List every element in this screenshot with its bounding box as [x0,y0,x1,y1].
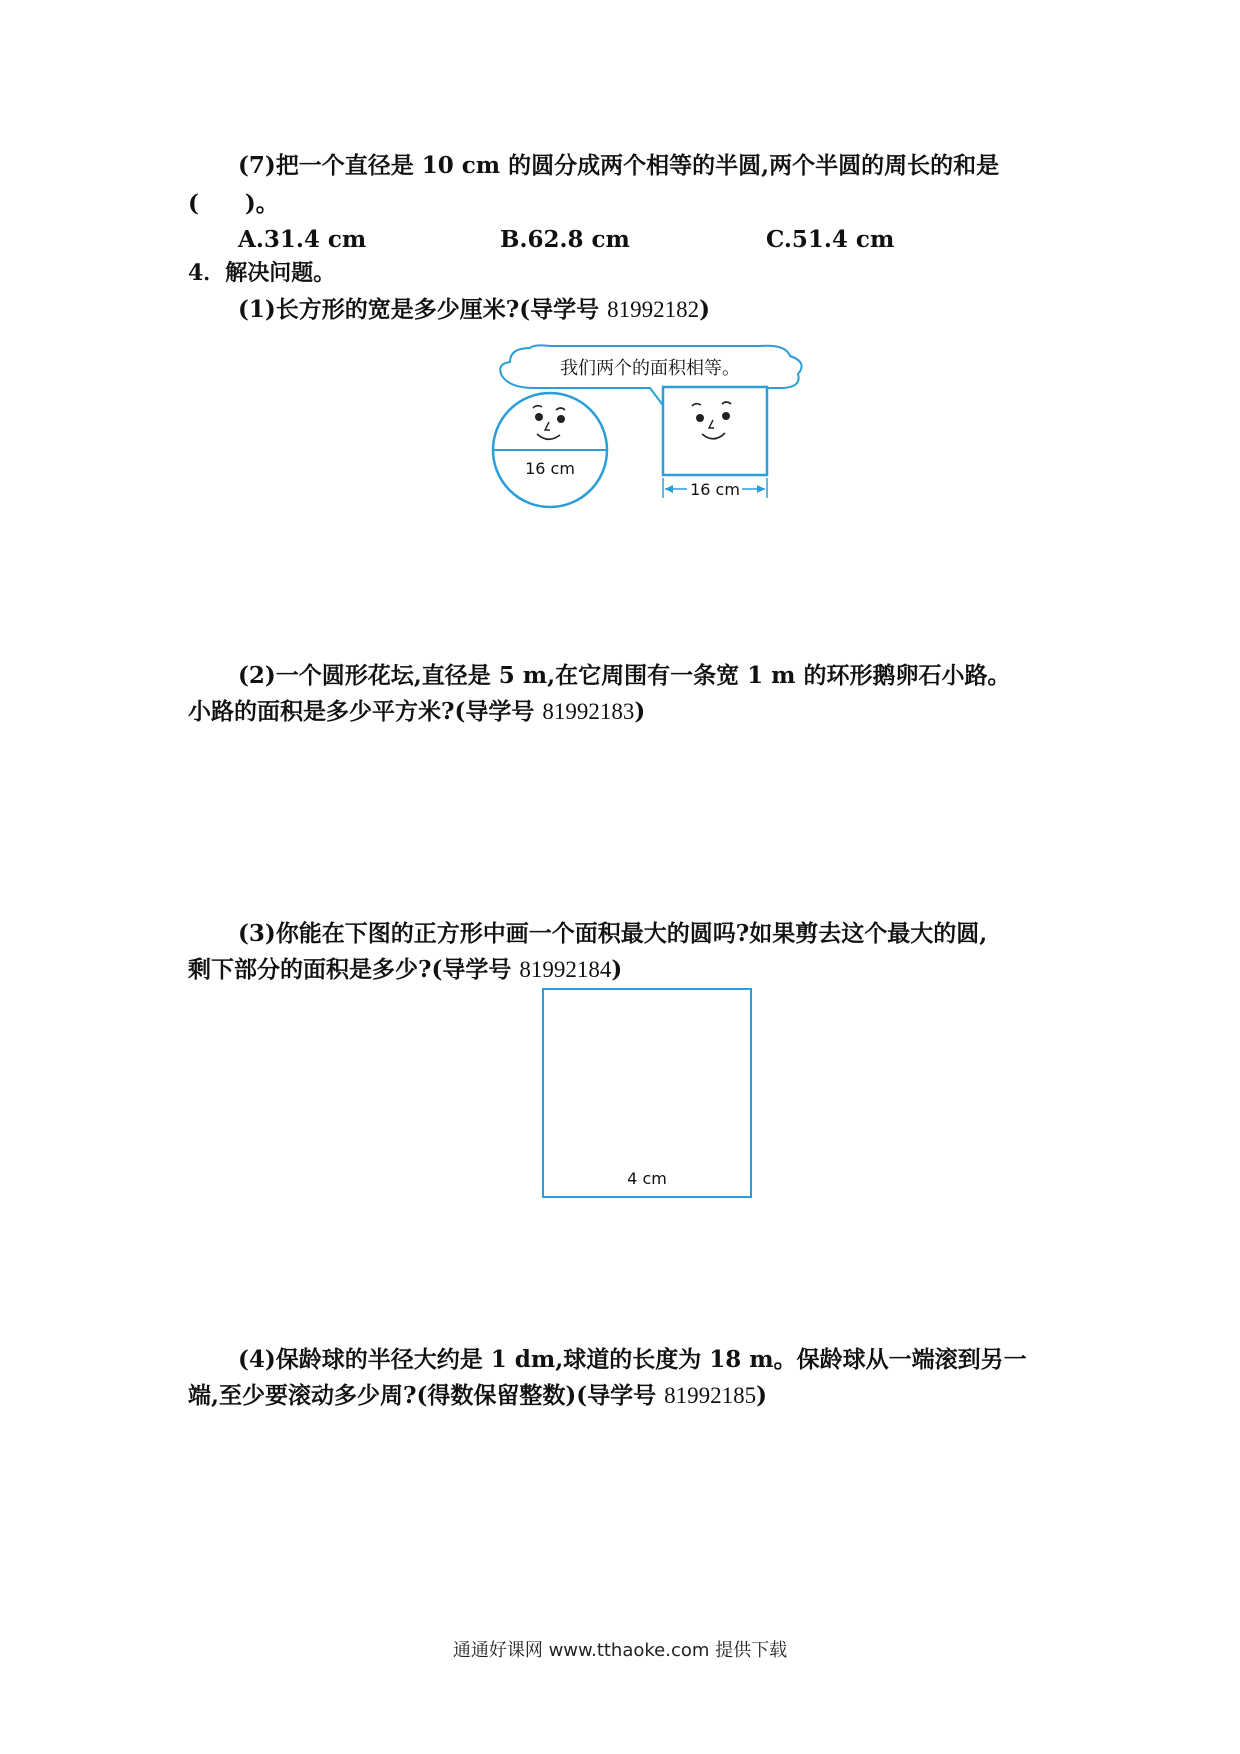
rect-label: 16 cm [690,480,740,499]
rectangle-shape [663,387,767,475]
p3-square-label: 4 cm [627,1169,667,1188]
p3-text: 剩下部分的面积是多少?(导学号 [188,956,520,983]
p3-square [542,988,752,1198]
p3-close: ) [611,956,623,983]
p4-close: ) [756,1382,768,1409]
p2-close: ) [634,698,646,725]
p4-line2 [188,1382,767,1410]
p1-close: ) [699,296,711,323]
p2-line2 [188,698,645,726]
p3-code: 81992184 [519,957,612,982]
p4-text: 端,至少要滚动多少周?(得数保留整数)(导学号 [188,1382,665,1409]
p4-line1: (4)保龄球的半径大约是 1 dm,球道的长度为 18 m。保龄球从一端滚到另一 [238,1346,1027,1373]
p2-code: 81992183 [542,699,635,724]
section4-title: 4．解决问题。 [188,260,336,286]
q7-option-b: B.62.8 cm [500,226,630,253]
q7-option-c: C.51.4 cm [766,226,895,253]
footer-credit: 通通好课网 www.tthaoke.com 提供下载 [452,1640,788,1661]
circle-label: 16 cm [525,459,575,478]
p2-text: 小路的面积是多少平方米?(导学号 [188,698,543,725]
p1-question [238,296,710,324]
p2-line1: (2)一个圆形花坛,直径是 5 m,在它周围有一条宽 1 m 的环形鹅卵石小路。 [238,662,1011,689]
p1-text: (1)长方形的宽是多少厘米?(导学号 [238,296,608,323]
p1-code: 81992182 [607,297,700,322]
p1-figure [490,338,810,510]
p4-code: 81992185 [664,1383,757,1408]
q7-answer-blank: ( )。 [188,190,279,217]
q7-line1: (7)把一个直径是 10 cm 的圆分成两个相等的半圆,两个半圆的周长的和是 [238,152,1000,179]
p3-line2 [188,956,622,984]
q7-option-a: A.31.4 cm [238,226,367,253]
speech-text: 我们两个的面积相等。 [560,358,740,379]
p3-line1: (3)你能在下图的正方形中画一个面积最大的圆吗?如果剪去这个最大的圆, [238,920,988,947]
